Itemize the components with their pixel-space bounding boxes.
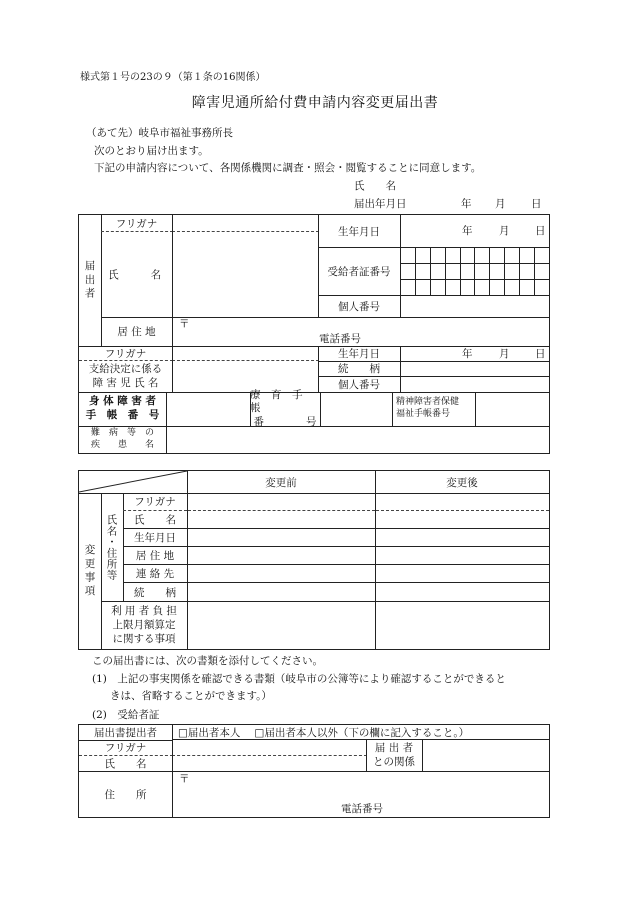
change-row-before-input[interactable] — [188, 565, 375, 583]
applicant-table — [78, 214, 550, 454]
child-birth-input[interactable] — [400, 346, 549, 362]
mental-handbook-input[interactable] — [476, 392, 549, 426]
applicant-phone-label: 電話番号 — [319, 333, 361, 345]
change-row-before-input[interactable] — [188, 583, 375, 601]
addressee: （あて先）岐阜市福祉事務所長 — [86, 127, 233, 139]
change-section-label: 変更事項 — [79, 493, 102, 649]
submit-date-label: 届出年月日 — [354, 198, 407, 210]
applicant-birth-day: 日 — [535, 225, 546, 237]
submitter-relation-input[interactable] — [422, 740, 549, 771]
change-row-before-input[interactable] — [188, 493, 375, 511]
attach-item-1-line-1: (1) 上記の事実関係を確認できる書類（岐阜市の公簿等により確認することができると — [92, 673, 506, 685]
applicant-birth-year: 年 — [462, 225, 473, 237]
intro-line-2: 下記の申請内容について、各関係機関に調査・照会・閲覧することに同意します。 — [94, 162, 482, 174]
change-subsection-label: 氏名・住所等 — [101, 493, 124, 601]
child-furigana-label: フリガナ — [79, 346, 173, 361]
submitter-table — [78, 724, 550, 818]
child-personal-no-input[interactable] — [400, 376, 549, 392]
submitter-other-checkbox[interactable]: □届出者本人以外（下の欄に記入すること。） — [254, 726, 470, 739]
applicant-address-label: 居 住 地 — [101, 317, 173, 346]
child-birth-day: 日 — [535, 348, 546, 360]
ryoiku-handbook-input[interactable] — [320, 392, 393, 426]
applicant-birth-label: 生年月日 — [318, 215, 401, 248]
before-header: 変更前 — [187, 471, 376, 493]
postal-icon: 〒 — [179, 318, 190, 330]
submitter-relation-label: 届 出 者 との関係 — [366, 740, 423, 771]
child-relation-label: 続 柄 — [318, 361, 401, 377]
applicant-furigana-label: フリガナ — [101, 215, 173, 232]
change-row-before-input[interactable] — [188, 529, 375, 547]
submitter-label: 届出書提出者 — [79, 725, 173, 741]
submitter-address-label: 住 所 — [79, 771, 173, 817]
applicant-section-label: 届出者 — [79, 215, 102, 346]
child-relation-input[interactable] — [400, 361, 549, 377]
applicant-name-input[interactable] — [172, 231, 319, 317]
submit-year: 年 — [461, 198, 472, 210]
submitter-postal-icon: 〒 — [179, 773, 190, 785]
mental-handbook-label: 精神障害者保健 福祉手帳番号 — [392, 392, 476, 426]
ryoiku-handbook-label: 療 育 手 帳 番 号 — [250, 392, 321, 426]
signer-name-label: 氏 名 — [354, 180, 396, 192]
submitter-name-label: 氏 名 — [79, 755, 173, 771]
change-row-label: 連 絡 先 — [123, 565, 187, 583]
change-row-after-input[interactable] — [376, 529, 549, 547]
physical-handbook-label: 身 体 障 害 者 手 帳 番 号 — [79, 392, 167, 426]
applicant-personal-no-label: 個人番号 — [318, 295, 401, 317]
submitter-furigana-input[interactable] — [172, 740, 367, 756]
recipient-no-grid[interactable] — [400, 247, 549, 296]
burden-before-input[interactable] — [188, 601, 375, 649]
applicant-birth-month: 月 — [499, 225, 510, 237]
intro-line-1: 次のとおり届け出ます。 — [94, 145, 209, 157]
child-birth-label: 生年月日 — [318, 346, 401, 362]
disease-label: 難 病 等 の 疾 患 名 — [79, 426, 167, 453]
after-header: 変更後 — [446, 476, 478, 489]
change-row-label: 続 柄 — [134, 586, 176, 599]
burden-after-input[interactable] — [376, 601, 549, 649]
applicant-birth-input[interactable] — [400, 215, 549, 248]
change-row-after-input[interactable] — [376, 565, 549, 583]
applicant-personal-no-input[interactable] — [400, 295, 549, 317]
change-row-label: フリガナ — [123, 493, 187, 511]
header-diagonal-line — [79, 471, 187, 493]
submitter-furigana-label: フリガナ — [79, 740, 173, 756]
change-row-before-input[interactable] — [188, 511, 375, 529]
change-row-after-input[interactable] — [376, 547, 549, 565]
submit-month: 月 — [495, 198, 506, 210]
child-birth-year: 年 — [462, 348, 473, 360]
submitter-self-checkbox[interactable]: □届出者本人 — [178, 726, 241, 739]
page-title: 障害児通所給付費申請内容変更届出書 — [191, 95, 439, 111]
change-row-label: 居 住 地 — [123, 547, 187, 565]
submit-day: 日 — [531, 198, 542, 210]
change-row-label: 氏 名 — [123, 511, 187, 529]
burden-label: 利 用 者 負 担 上限月額算定 に関する事項 — [111, 604, 177, 646]
attach-item-1-line-2: きは、省略することができます。） — [110, 690, 272, 702]
change-row-after-input[interactable] — [376, 493, 549, 511]
applicant-furigana-input[interactable] — [172, 215, 319, 232]
change-row-after-input[interactable] — [376, 511, 549, 529]
recipient-no-label: 受給者証番号 — [318, 247, 401, 296]
submitter-phone-label: 電話番号 — [341, 803, 383, 815]
change-table — [78, 470, 550, 650]
child-furigana-input[interactable] — [172, 346, 319, 361]
applicant-name-label: 氏 名 — [101, 231, 173, 317]
child-birth-month: 月 — [499, 348, 510, 360]
change-row-label: 生年月日 — [123, 529, 187, 547]
change-row-after-input[interactable] — [376, 583, 549, 601]
attach-item-2: (2) 受給者証 — [92, 709, 160, 721]
child-name-label: 支給決定に係る 障 害 児 氏 名 — [79, 360, 173, 392]
child-name-input[interactable] — [172, 360, 319, 392]
change-row-before-input[interactable] — [188, 547, 375, 565]
form-number: 様式第１号の23の９（第１条の16関係） — [80, 72, 266, 83]
disease-input[interactable] — [166, 426, 549, 453]
submitter-name-input[interactable] — [172, 755, 367, 771]
attach-intro: この届出書には、次の書類を添付してください。 — [92, 655, 323, 667]
child-personal-no-label: 個人番号 — [318, 376, 401, 392]
physical-handbook-input[interactable] — [166, 392, 251, 426]
